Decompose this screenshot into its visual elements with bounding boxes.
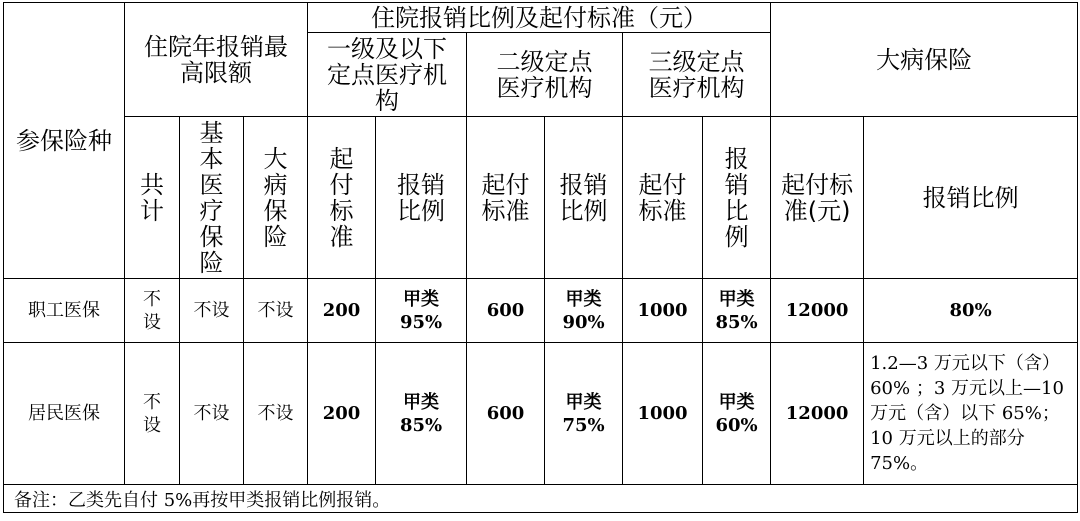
header-l3-ratio — [703, 117, 771, 279]
header-l2-deductible — [467, 117, 545, 279]
row-employee-l3-ratio — [703, 279, 771, 343]
row-resident-l3-deductible: 1000 — [623, 343, 703, 485]
row-resident-serious: 不设 — [244, 343, 308, 485]
row-resident-total-text: 不设 — [143, 391, 161, 436]
header-annual-limit — [125, 3, 308, 117]
header-l2-ratio — [545, 117, 623, 279]
row-resident-l1-ratio — [376, 343, 467, 485]
row-employee-l1-ratio-text: 甲类 95% — [399, 288, 443, 333]
row-employee-name: 职工医保 — [4, 279, 125, 343]
header-level2-text: 二级定点医疗机构 — [496, 47, 593, 102]
row-resident-l1-ratio-text: 甲类 85% — [399, 391, 443, 436]
row-resident-sick-deductible: 12000 — [771, 343, 864, 485]
header-l3-deductible-text: 起付标准 — [638, 170, 687, 225]
header-reimbursement-group: 住院报销比例及起付标准（元） — [308, 3, 771, 33]
row-resident-l2-deductible: 600 — [467, 343, 545, 485]
row-resident-l2-ratio — [545, 343, 623, 485]
row-resident-l3-ratio — [703, 343, 771, 485]
header-level2 — [467, 33, 623, 117]
row-resident-sick-ratio: 1.2—3 万元以下（含）60% ；3 万元以上—10 万元（含）以下 65%；10 万元以上的部分 75%。 — [864, 343, 1078, 485]
header-level1 — [308, 33, 467, 117]
header-annual-limit-text: 住院年报销最高限额 — [144, 32, 289, 87]
header-sick-deductible-text: 起付标准(元) — [781, 170, 854, 225]
header-total — [125, 117, 180, 279]
header-l3-deductible — [623, 117, 703, 279]
footnote: 备注：乙类先自付 5%再按甲类报销比例报销。 — [4, 485, 1078, 513]
header-sick-deductible — [771, 117, 864, 279]
header-serious-insurance-text: 大病保险 — [263, 144, 288, 251]
row-employee-l2-deductible: 600 — [467, 279, 545, 343]
header-sick-ratio: 报销比例 — [864, 117, 1078, 279]
row-employee-total-text: 不设 — [143, 288, 161, 333]
row-resident-basic: 不设 — [180, 343, 244, 485]
table-row — [4, 279, 1078, 343]
header-serious-illness: 大病保险 — [771, 3, 1078, 117]
header-l2-deductible-text: 起付标准 — [481, 170, 530, 225]
row-employee-l1-ratio — [376, 279, 467, 343]
header-l1-ratio — [376, 117, 467, 279]
header-l2-ratio-text: 报销比例 — [559, 170, 608, 225]
row-employee-l2-ratio-text: 甲类 90% — [562, 288, 605, 333]
row-resident-l3-ratio-text: 甲类 60% — [715, 391, 758, 436]
reimbursement-table-container — [3, 2, 1078, 513]
header-level3 — [623, 33, 771, 117]
row-employee-serious: 不设 — [244, 279, 308, 343]
header-level1-text: 一级及以下定点医疗机构 — [327, 34, 448, 115]
row-resident-l2-ratio-text: 甲类 75% — [562, 391, 605, 436]
header-l3-ratio-text: 报销比例 — [724, 144, 749, 251]
header-insurance-type: 参保险种 — [4, 3, 125, 279]
header-l1-ratio-text: 报销比例 — [397, 170, 446, 225]
row-employee-basic: 不设 — [180, 279, 244, 343]
row-employee-l2-ratio — [545, 279, 623, 343]
reimbursement-table — [3, 2, 1078, 513]
header-total-text: 共计 — [140, 170, 164, 225]
header-l1-deductible-text: 起付标准 — [329, 144, 354, 251]
row-resident-name: 居民医保 — [4, 343, 125, 485]
row-employee-sick-deductible: 12000 — [771, 279, 864, 343]
row-employee-total — [125, 279, 180, 343]
header-basic-medical — [180, 117, 244, 279]
row-employee-l3-deductible: 1000 — [623, 279, 703, 343]
header-level3-text: 三级定点医疗机构 — [648, 47, 745, 102]
header-serious-insurance — [244, 117, 308, 279]
row-resident-l1-deductible: 200 — [308, 343, 376, 485]
header-l1-deductible — [308, 117, 376, 279]
row-employee-sick-ratio: 80% — [864, 279, 1078, 343]
row-employee-l1-deductible: 200 — [308, 279, 376, 343]
table-row — [4, 343, 1078, 485]
header-basic-medical-text: 基本医疗保险 — [199, 118, 224, 277]
row-resident-total — [125, 343, 180, 485]
row-employee-l3-ratio-text: 甲类 85% — [715, 288, 758, 333]
